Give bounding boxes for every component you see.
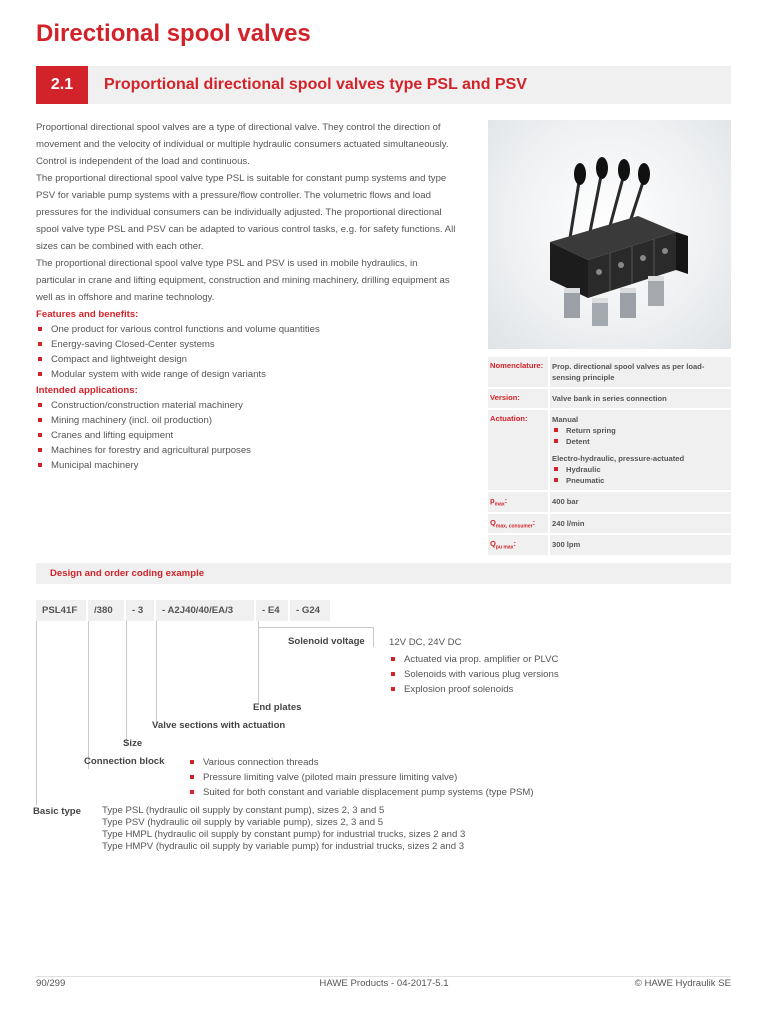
footer-divider [36, 976, 731, 977]
spec-row-qpump [488, 535, 731, 555]
spec-label: Nomenclature: [490, 361, 544, 370]
spec-value: Prop. directional spool valves as per load-sensing principle [548, 357, 731, 387]
intro-paragraph: The proportional directional spool valve type PSL and PSV is used in mobile hydraulics, in particular in crane and lifting equipment, construction and mining machinery, drilling equipment as well as in offshore and marine technology. [36, 258, 450, 303]
valve-sections-label: Valve sections with actuation [152, 720, 286, 731]
code-solenoid: - G24 [290, 600, 330, 621]
spec-value: 400 bar [548, 492, 731, 512]
list-item: One product for various control functions and volume quantities [36, 322, 458, 337]
list-item: Modular system with wide range of design variants [36, 367, 458, 382]
applications-list [36, 398, 458, 473]
spec-row-version [488, 389, 731, 408]
connector-line [126, 621, 127, 745]
spec-value: 240 l/min [548, 514, 731, 534]
connector-line [88, 621, 89, 769]
basic-type-line: Type HMPL (hydraulic oil supply by constant pump) for industrial trucks, sizes 2 and 3 [102, 829, 466, 840]
code-end-plates: - E4 [256, 600, 288, 621]
list-item: Pressure limiting valve (piloted main pressure limiting valve) [188, 770, 534, 785]
solenoid-voltage-label: Solenoid voltage [288, 636, 365, 647]
code-basic-type: PSL41F [36, 600, 86, 621]
size-label: Size [123, 738, 143, 749]
spec-table [488, 357, 731, 557]
connection-block-label: Connection block [84, 756, 165, 767]
applications-heading: Intended applications: [36, 385, 138, 396]
features-heading: Features and benefits: [36, 309, 139, 320]
list-item: Energy-saving Closed-Center systems [36, 337, 458, 352]
actuation-electro-list [552, 464, 727, 486]
footer-copyright: © HAWE Hydraulik SE [634, 978, 731, 989]
list-item: Construction/construction material machinery [36, 398, 458, 413]
spec-label: Version: [490, 393, 520, 402]
basic-type-line: Type PSL (hydraulic oil supply by constant pump), sizes 2, 3 and 5 [102, 805, 385, 816]
list-item: Various connection threads [188, 755, 534, 770]
list-item: Explosion proof solenoids [389, 682, 559, 697]
footer-center: HAWE Products - 04-2017-5.1 [319, 978, 449, 989]
list-item: Actuated via prop. amplifier or PLVC [389, 652, 559, 667]
list-item: Municipal machinery [36, 458, 458, 473]
code-valve-sections: - A2J40/40/EA/3 [156, 600, 254, 621]
spec-row-pmax [488, 492, 731, 512]
connector-line [373, 627, 374, 647]
intro-paragraph: Proportional directional spool valves are a type of directional valve. They control the direction of movement and the velocity of individual or multiple hydraulic consumers actuated simultaneously. Control is independent of the load and continuous. [36, 122, 449, 167]
spec-value: Valve bank in series connection [548, 389, 731, 408]
list-item: Hydraulic [552, 464, 727, 475]
intro-paragraph: The proportional directional spool valve type PSL is suitable for constant pump systems and type PSV for variable pump systems with a pressure/flow controller. The volumetric flows and load pressures for the individual consumers can be individually adjusted. The proportional directional spool valve type PSL and PSV can be adapted to various control tasks, e.g. for safety functions. All sizes can be combined with each other. [36, 173, 456, 252]
basic-type-label: Basic type [33, 806, 81, 817]
list-item: Machines for forestry and agricultural purposes [36, 443, 458, 458]
list-item: Return spring [552, 425, 727, 436]
spec-label: $p_{max}$: [490, 496, 508, 508]
actuation-electro: Electro-hydraulic, pressure-actuated [552, 454, 685, 463]
code-connection: /380 [88, 600, 124, 621]
list-item: Compact and lightweight design [36, 352, 458, 367]
spec-row-qcons [488, 514, 731, 534]
spec-value: 300 lpm [548, 535, 731, 555]
connector-line [258, 627, 374, 628]
basic-type-description [102, 805, 465, 853]
list-item: Pneumatic [552, 475, 727, 486]
list-item: Cranes and lifting equipment [36, 428, 458, 443]
connector-line [258, 621, 259, 705]
spec-label: $Q_{max, consumer}$: [490, 517, 536, 530]
solenoid-voltage-value: 12V DC, 24V DC [389, 637, 462, 648]
valve-bank-illustration [488, 120, 731, 349]
list-item: Detent [552, 436, 727, 447]
solenoid-list [389, 652, 559, 697]
actuation-manual: Manual [552, 415, 579, 424]
list-item: Suited for both constant and variable displacement pump systems (type PSM) [188, 785, 534, 800]
basic-type-line: Type HMPV (hydraulic oil supply by variable pump) for industrial trucks, sizes 2 and 3 [102, 841, 465, 852]
section-header [36, 66, 731, 104]
connector-line [156, 621, 157, 723]
product-photo [488, 120, 731, 349]
section-title: Proportional directional spool valves type PSL and PSV [104, 76, 527, 93]
coding-heading: Design and order coding example [36, 563, 731, 584]
spec-row-nomenclature [488, 357, 731, 387]
actuation-manual-list [552, 425, 727, 447]
list-item: Mining machinery (incl. oil production) [36, 413, 458, 428]
basic-type-line: Type PSV (hydraulic oil supply by variable pump), sizes 2, 3 and 5 [102, 817, 384, 828]
section-number: 2.1 [36, 66, 88, 104]
footer-page-number: 90/299 [36, 978, 66, 989]
connector-line [36, 621, 37, 805]
spec-label: Actuation: [490, 414, 528, 423]
list-item: Solenoids with various plug versions [389, 667, 559, 682]
spec-label: $Q_{pu max}$: [490, 539, 516, 551]
spec-value [548, 410, 731, 490]
intro-text [36, 119, 458, 473]
connection-list [188, 755, 534, 800]
end-plates-label: End plates [253, 702, 302, 713]
page-title: Directional spool valves [36, 20, 311, 47]
spec-row-actuation [488, 410, 731, 490]
features-list [36, 322, 458, 382]
code-size: - 3 [126, 600, 154, 621]
